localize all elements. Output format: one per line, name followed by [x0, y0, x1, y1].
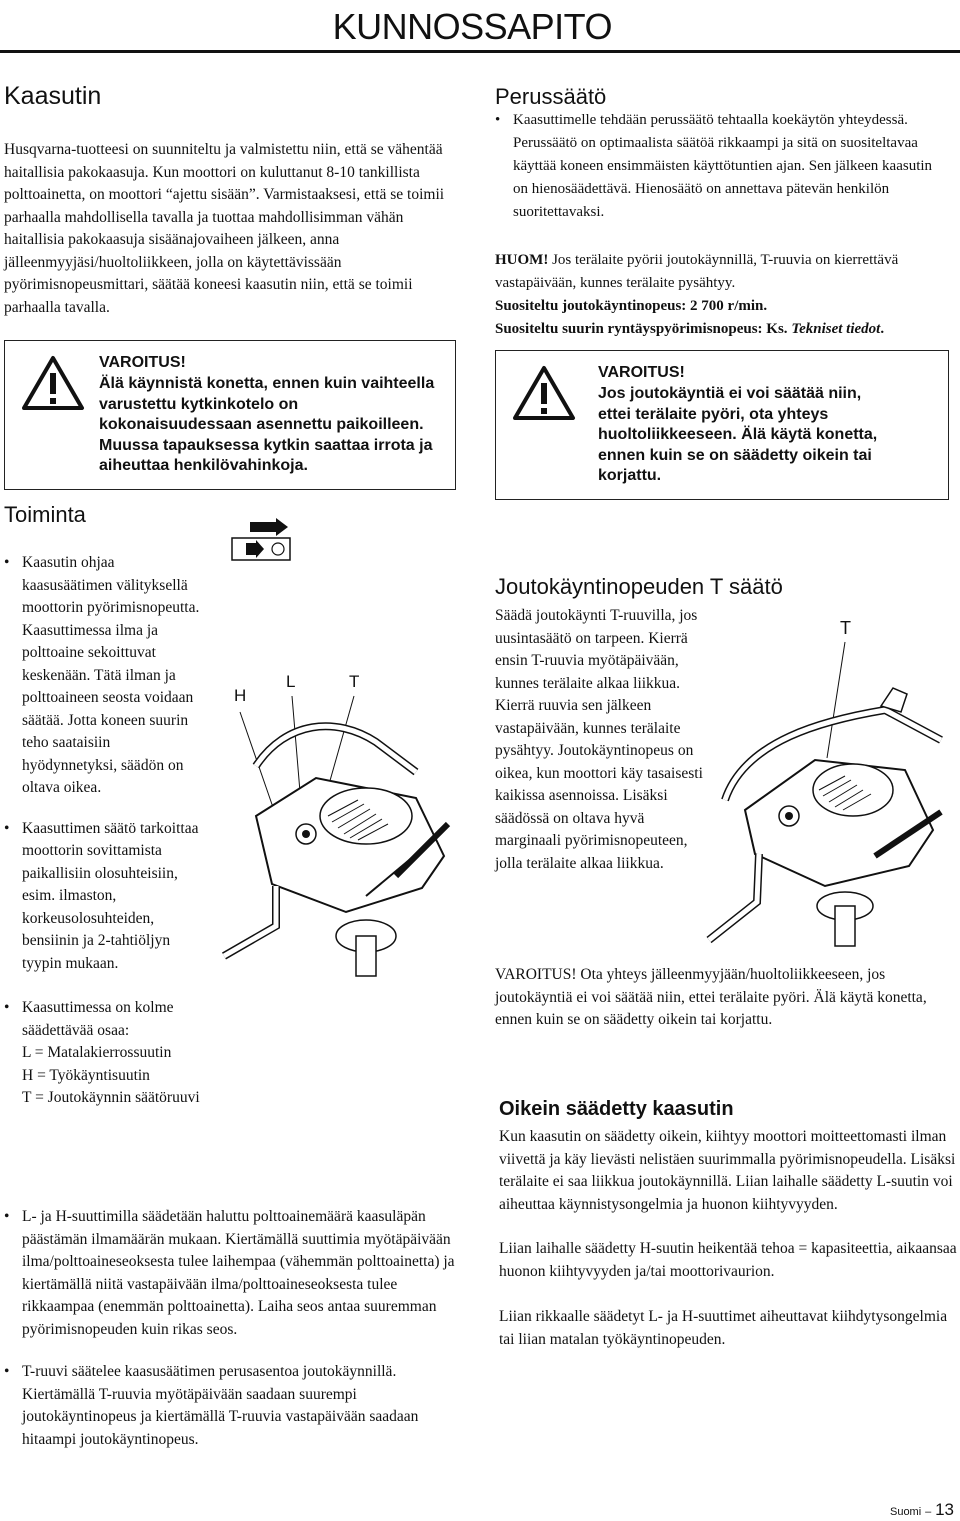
carburetor-intro: Husqvarna-tuotteesi on suunniteltu ja valmistettu niin, että se vähentää haitallisia pakokaasuja. Kun moottori on kuluttanut 8-10 tankillista polttoainetta, on moottori “ajettu sisään”. Varmistaaksesi, että se toimii parhaalla mahdollisella tavalla ja tuottaa mahdollisimman vähän haitallisia pakokaasuja sisäänajovaiheen jälkeen, anna jälleenmyyjäsi/huoltoliikkeen, jolla on käytettävissään pyörimisnopeusmittari, säätää koneesi kaasutin niin, että se toimii parhaalla tavalla. — [4, 141, 445, 316]
correct-paragraph-3: Liian rikkaalle säädetyt L- ja H-suuttimet aiheuttavat kiihdytysongelmia tai liian matalan työkäyntinopeuden. — [499, 1308, 948, 1348]
part-t: T = Joutokäynnin säätöruuvi — [22, 1089, 200, 1106]
warning-triangle-icon — [21, 355, 85, 411]
section-heading-idle: Joutokäyntinopeuden T säätö — [495, 574, 783, 599]
basic-note — [495, 249, 950, 295]
part-h: H = Työkäyntisuutin — [22, 1066, 150, 1084]
list-item — [4, 997, 200, 1110]
carburetor-adjustment-illustration — [216, 516, 466, 986]
list-item: • Kaasuttimelle tehdään perussäätö tehtaalla koekäytön yhteydessä. Perussäätö on optimaalista säätöä rikkaampi ja sitä on suositeltavaa käyttää koneen ensimmäisten käyttötuntien ajan. Sen jälkeen kaasutin on hienosäädettävä. Hienosäätö on annettava pätevän henkilön suoritettavaksi. — [495, 109, 950, 224]
max-label: Suositeltu suurin ryntäyspyörimisnopeus: Ks. — [495, 321, 788, 337]
warning-text-right: Jos joutokäyntiä ei voi säätää niin, ettei terälaite pyöri, ota yhteys huoltoliikkeeseen. Älä käytä konetta, ennen kuin se on säädetty oikein tai korjattu. — [598, 385, 878, 484]
note-label: HUOM! — [495, 252, 549, 268]
warning-text-left: Älä käynnistä konetta, ennen kuin vaihteella varustettu kytkinkotelo on kokonaisuudessaan asennettu paikoilleen. Muussa tapauksessa kytkin saattaa irrota ja aiheuttaa henkilövahinkoja. — [99, 375, 435, 474]
part-l: L = Matalakierrossuutin — [22, 1044, 172, 1061]
operation-list-short — [4, 552, 200, 1110]
section-heading-operation: Toiminta — [4, 502, 86, 527]
technical-data-reference: Tekniset tiedot — [791, 321, 881, 337]
label-l: L — [286, 672, 296, 691]
section-heading-basic: Perussäätö — [495, 84, 607, 109]
list-item: • Kaasuttimen säätö tarkoittaa moottorin sovittamista paikallisiin olosuhteisiin, esim. ilmaston, korkeusolosuhteiden, bensiinin ja 2-tahtiöljyn tyypin mukaan. — [4, 818, 200, 976]
list-item: • T-ruuvi säätelee kaasusäätimen perusasentoa joutokäynnillä. Kiertämällä T-ruuvia myötäpäivään saadaan suurempi joutokäyntinopeus ja kiertämällä T-ruuvia vastapäivään saadaan hitaampi joutokäyntinopeus. — [4, 1361, 456, 1451]
section-heading-correct: Oikein säädetty kaasutin — [499, 1098, 734, 1120]
basic-list — [495, 109, 950, 224]
warning-box-left — [4, 340, 456, 490]
idle-screw-illustration — [705, 640, 955, 960]
label-t: T — [349, 672, 360, 691]
list-item: • L- ja H-suuttimilla säädetään haluttu polttoainemäärä kaasuläpän päästämän ilmamäärän mukaan. Kiertämällä suuttimia myötäpäivään ilma/polttoaineseoksesta tulee laihempaa (vähemmän polttoainetta) ja kiertämällä niitä vastapäivään ilma/polttoaineseoksesta tulee rikkaampaa (enemmän polttoainetta). Laiha seos antaa suuremman pyörimisnopeuden kuin rikas seos. — [4, 1206, 456, 1341]
max-end: . — [880, 321, 885, 337]
warning-title-right: VAROITUS! — [598, 364, 685, 381]
list-item: • Kaasutin ohjaa kaasusäätimen välityksellä moottorin pyörimisnopeutta. Kaasuttimessa ilma ja polttoaine sekoittuvat keskenään. Tätä ilman ja polttoaineen seosta voidaan säätää. Jotta koneen suurin teho saataisiin hyödynnetyksi, säädön on oltava oikea. — [4, 552, 200, 800]
header-rule — [0, 50, 960, 53]
warning-triangle-icon — [512, 365, 576, 421]
max-speed-recommendation — [495, 318, 955, 341]
correct-paragraph-2: Liian laihalle säädetty H-suutin heikentää tehoa = kapasiteettia, aikaansaa huonon kiihtyvyyden ja/tai moottorivaurion. — [499, 1240, 957, 1280]
page-footer — [890, 1500, 954, 1520]
idle-speed-recommendation: Suositeltu joutokäyntinopeus: 2 700 r/min. — [495, 298, 768, 314]
warning-box-right — [495, 350, 949, 500]
correct-paragraph-1: Kun kaasutin on säädetty oikein, kiihtyy moottori moitteettomasti ilman viivettä ja käy lievästi nelistäen suurimmalla pyörimisnopeudella. Lisäksi terälaite ei saa liikkua joutokäynnillä. Liian laihalle säädetty L-suutin voi aiheuttaa käynnistysongelmia ja huonon kiihtyvyyden. — [499, 1128, 956, 1213]
footer-dash: – — [925, 1506, 932, 1518]
footer-language: Suomi — [889, 1506, 922, 1518]
page-number: 13 — [935, 1500, 954, 1519]
operation-list-wide — [4, 1206, 456, 1451]
warning-title-left: VAROITUS! — [99, 354, 186, 371]
label-t-right: T — [840, 618, 851, 638]
page-header-title: KUNNOSSAPITO — [332, 6, 612, 47]
parts-intro: • Kaasuttimessa on kolme säädettävää osaa: — [22, 999, 174, 1039]
idle-warning: VAROITUS! Ota yhteys jälleenmyyjään/huoltoliikkeeseen, jos joutokäyntiä ei voi säätää niin, ettei terälaite pyöri. Älä käytä konetta, ennen kuin se on säädetty oikein tai korjattu. — [495, 966, 927, 1028]
label-h: H — [234, 686, 247, 705]
idle-instructions: Säädä joutokäynti T-ruuvilla, jos uusintasäätö on tarpeen. Kierrä ensin T-ruuvia myötäpäivään, kunnes terälaite alkaa liikkua. Kierrä ruuvia sen jälkeen vastapäivään, kunnes terälaite pysähtyy. Joutokäyntinopeus on oikea, kun moottori käy tasaisesti kaikissa asennoissa. Lisäksi säädössä on oltava hyvä marginaali pyörimisnopeuteen, jolla terälaite alkaa liikkua. — [495, 607, 703, 872]
note-text: Jos terälaite pyörii joutokäynnillä, T-ruuvia on kierrettävä vastapäivään, kunnes terälaite pysähtyy. — [495, 252, 899, 291]
section-heading-carburetor: Kaasutin — [4, 82, 102, 110]
